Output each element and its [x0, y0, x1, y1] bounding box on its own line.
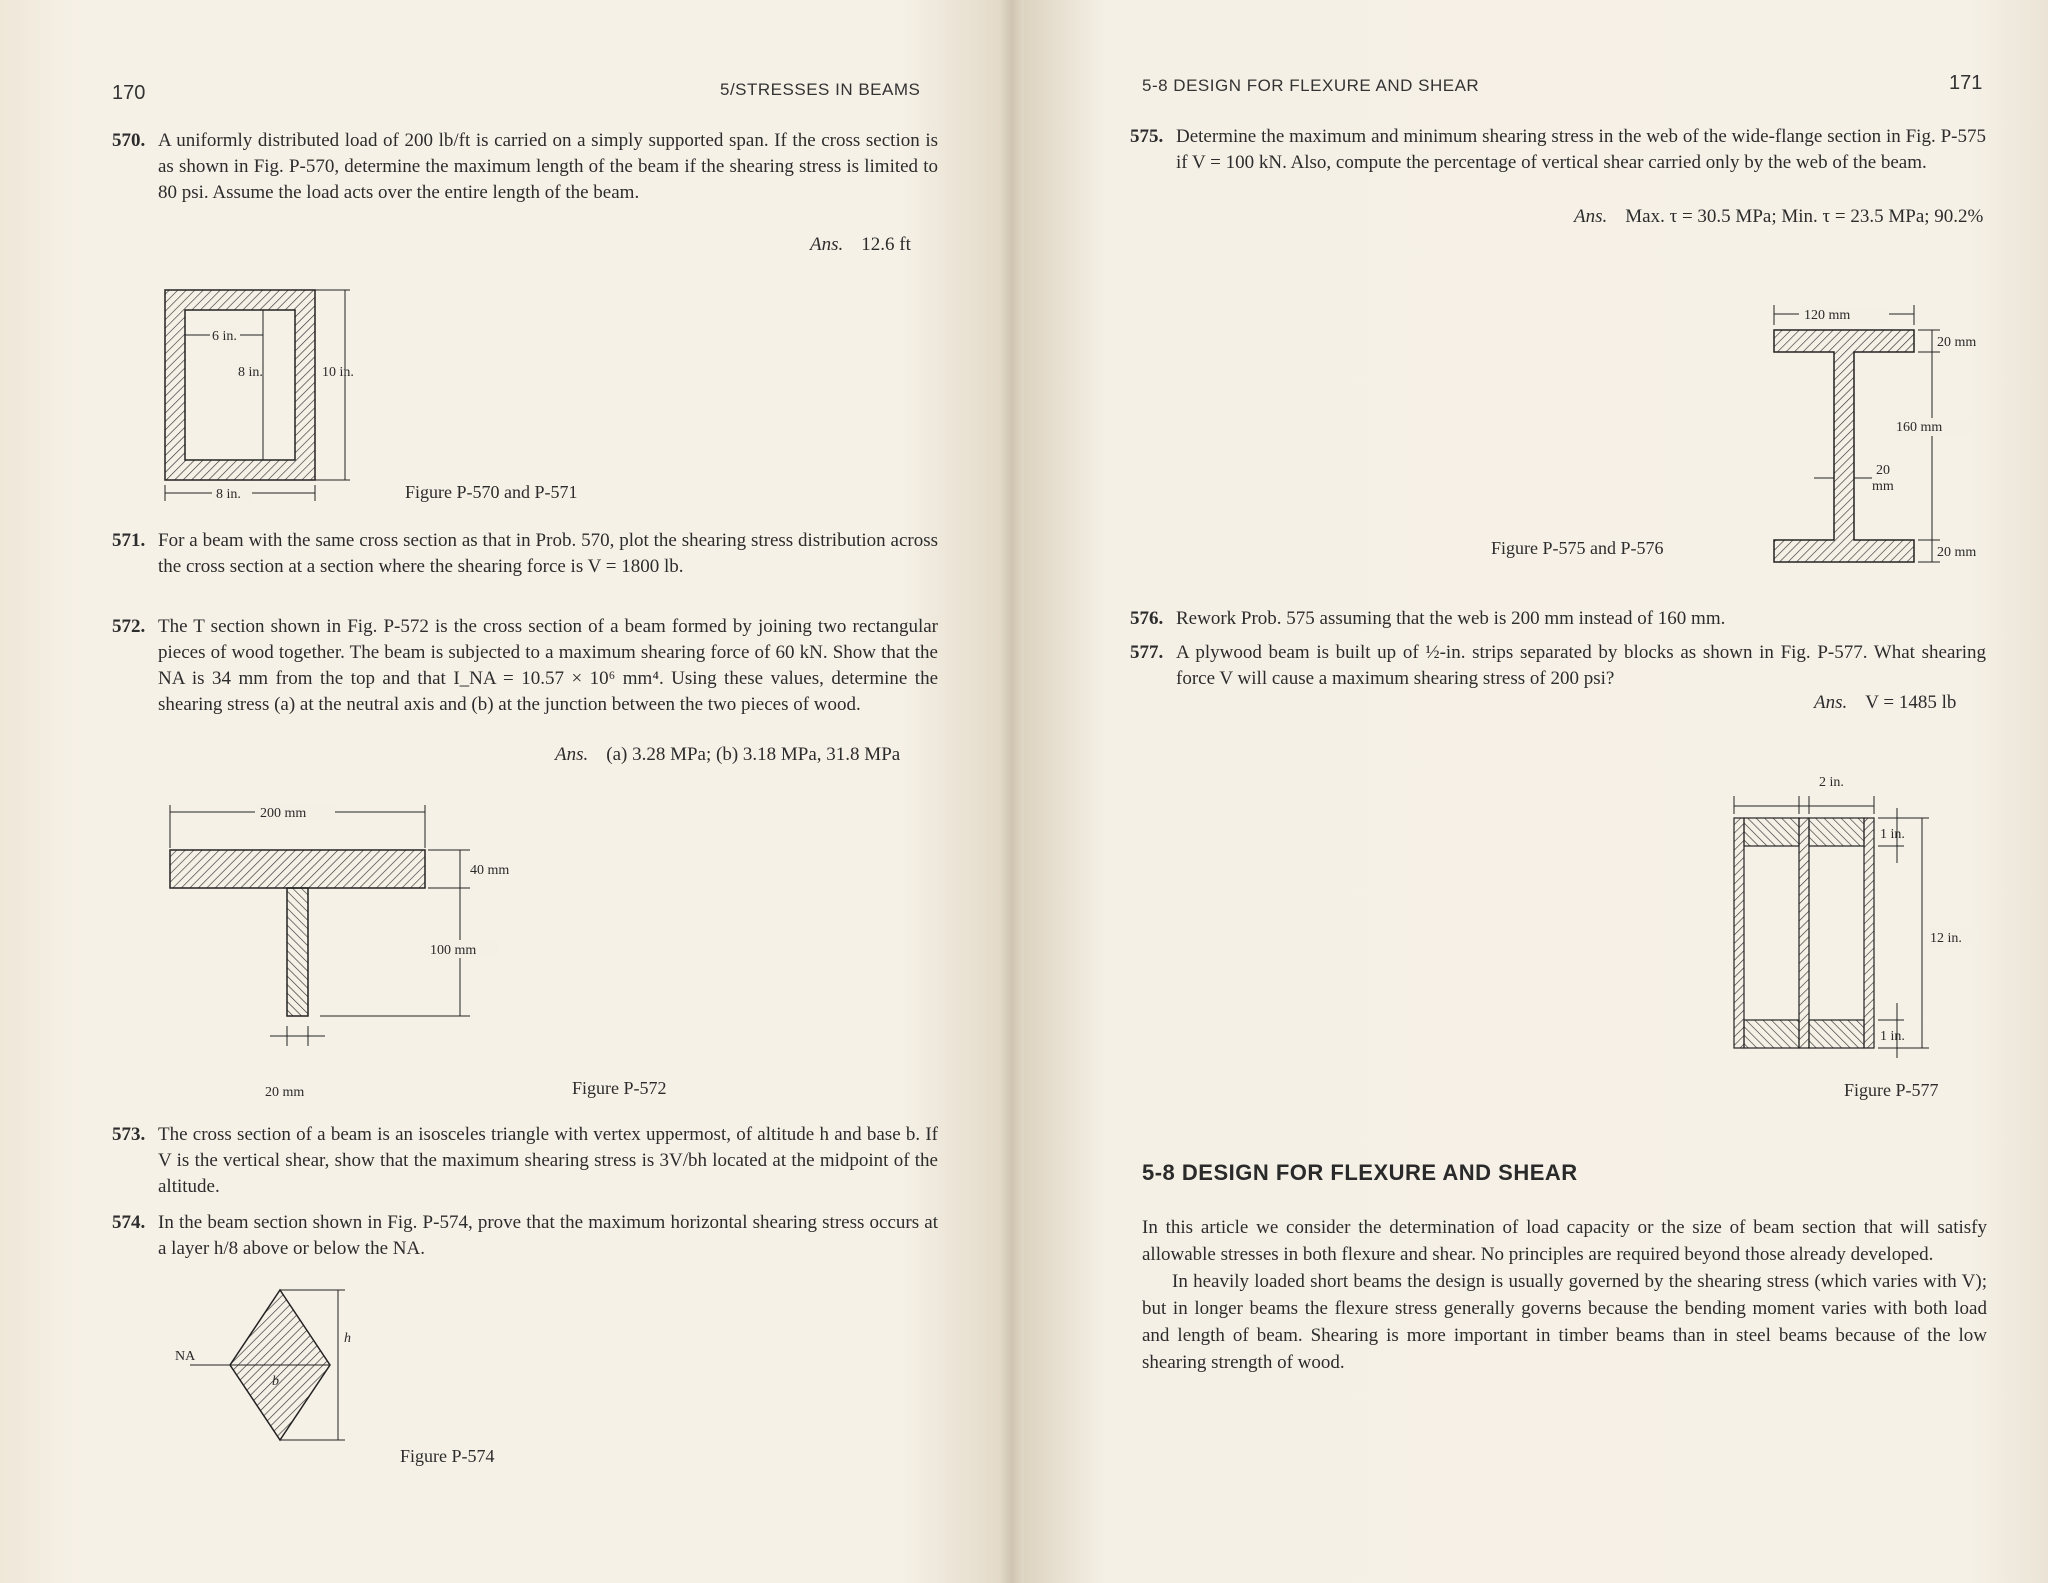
dim-inner-height: 8 in.	[238, 365, 263, 380]
problem-575	[1130, 124, 1986, 176]
dim-web-height: 100 mm	[430, 943, 477, 958]
problem-number: 575.	[1130, 126, 1164, 147]
answer-label: Ans.	[555, 744, 589, 765]
figure-caption-574: Figure P-574	[400, 1446, 495, 1466]
page-number: 170	[112, 82, 146, 104]
figure-caption-570: Figure P-570 and P-571	[405, 482, 578, 502]
problem-number: 572.	[112, 616, 146, 637]
dim-flange-width: 200 mm	[260, 806, 307, 821]
running-head: 5/STRESSES IN BEAMS	[720, 80, 921, 99]
problem-number: 577.	[1130, 642, 1164, 663]
figure-caption-575: Figure P-575 and P-576	[1491, 538, 1664, 558]
answer-label: Ans.	[1814, 692, 1848, 713]
answer-577	[1814, 692, 1956, 714]
problem-text: For a beam with the same cross section as that in Prob. 570, plot the shearing stress distribution across the cross section at a section where the shearing force is V = 1800 lb.	[158, 530, 938, 577]
problem-577	[1130, 640, 1986, 692]
figure-caption-572: Figure P-572	[572, 1078, 667, 1098]
right-page	[1024, 0, 2048, 1583]
dim-web-width-unit: mm	[1872, 479, 1894, 494]
dim-bottom-flange: 20 mm	[1937, 545, 1977, 560]
problem-text: The cross section of a beam is an isosceles triangle with vertex uppermost, of altitude h and base b. If V is the vertical shear, show that the maximum shearing stress is 3V/bh located at the midpoint of the altitude.	[158, 1124, 938, 1197]
section-heading: 5-8 DESIGN FOR FLEXURE AND SHEAR	[1142, 1160, 1578, 1185]
answer-570	[810, 234, 911, 256]
dim-outer-height: 10 in.	[322, 365, 354, 380]
answer-value: V = 1485 lb	[1865, 692, 1957, 713]
dim-inner-width: 6 in.	[212, 329, 237, 344]
problem-number: 576.	[1130, 608, 1164, 629]
dim-web-height: 160 mm	[1896, 420, 1943, 435]
dim-top-flange: 20 mm	[1937, 335, 1977, 350]
problem-573	[112, 1122, 938, 1200]
problem-text: Rework Prob. 575 assuming that the web is 200 mm instead of 160 mm.	[1176, 608, 1726, 629]
dim-height: 12 in.	[1930, 931, 1962, 946]
problem-text: In the beam section shown in Fig. P-574, prove that the maximum horizontal shearing stress occurs at a layer h/8 above or below the NA.	[158, 1212, 938, 1259]
label-h: h	[344, 1331, 351, 1346]
left-page	[0, 0, 1000, 1583]
problem-number: 573.	[112, 1124, 146, 1145]
problem-number: 571.	[112, 530, 146, 551]
answer-value: Max. τ = 30.5 MPa; Min. τ = 23.5 MPa; 90.2%	[1625, 206, 1984, 227]
problem-570	[112, 128, 938, 206]
answer-value: (a) 3.28 MPa; (b) 3.18 MPa, 31.8 MPa	[606, 744, 901, 765]
paragraph-2: In heavily loaded short beams the design is usually governed by the shearing stress (which varies with V); but in longer beams the flexure stress generally governs because the bending moment varies with both load and length of beam. Shearing is more important in timber beams than in steel beams because of the low shearing strength of wood.	[1142, 1271, 1987, 1373]
answer-575	[1574, 206, 1983, 228]
label-b: b	[272, 1374, 279, 1389]
problem-number: 570.	[112, 130, 146, 151]
figure-p572-diagram	[160, 790, 520, 1110]
problem-576	[1130, 606, 1986, 632]
problem-574	[112, 1210, 938, 1262]
problem-571	[112, 528, 938, 580]
answer-572	[555, 744, 900, 766]
answer-label: Ans.	[810, 234, 844, 255]
figure-p574-diagram	[170, 1280, 410, 1470]
dim-bottom-block: 1 in.	[1880, 1029, 1905, 1044]
section-body	[1142, 1214, 1987, 1376]
problem-text: A plywood beam is built up of ½-in. strips separated by blocks as shown in Fig. P-577. What shearing force V will cause a maximum shearing stress of 200 psi?	[1176, 642, 1986, 689]
figure-caption-577: Figure P-577	[1844, 1080, 1939, 1100]
problem-text: Determine the maximum and minimum shearing stress in the web of the wide-flange section in Fig. P-575 if V = 100 kN. Also, compute the percentage of vertical shear carried only by the web of the beam.	[1176, 126, 1986, 173]
dim-top-block: 1 in.	[1880, 827, 1905, 842]
running-head: 5-8 DESIGN FOR FLEXURE AND SHEAR	[1142, 76, 1480, 95]
answer-value: 12.6 ft	[861, 234, 911, 255]
problem-text: A uniformly distributed load of 200 lb/ft is carried on a simply supported span. If the cross section is as shown in Fig. P-570, determine the maximum length of the beam if the shearing stress is limited to 80 psi. Assume the load acts over the entire length of the beam.	[158, 130, 938, 203]
figure-p575-diagram	[1744, 300, 2004, 570]
label-neutral-axis: NA	[175, 1349, 196, 1364]
figure-p577-diagram	[1714, 768, 2004, 1058]
figure-p570-diagram	[150, 275, 390, 515]
book-gutter	[1000, 0, 1024, 1583]
dim-flange-thickness: 40 mm	[470, 863, 510, 878]
paragraph-1: In this article we consider the determination of load capacity or the size of beam section that will satisfy allowable stresses in both flexure and shear. No principles are required beyond those already developed.	[1142, 1217, 1987, 1265]
dim-web-width: 20 mm	[265, 1085, 305, 1100]
problem-572	[112, 614, 938, 718]
dim-outer-width: 8 in.	[216, 487, 241, 502]
dim-gap: 2 in.	[1819, 775, 1844, 790]
problem-text: The T section shown in Fig. P-572 is the cross section of a beam formed by joining two rectangular pieces of wood together. The beam is subjected to a maximum shearing force of 60 kN. Show that the NA is 34 mm from the top and that I_NA = 10.57 × 10⁶ mm⁴. Using these values, determine the shearing stress (a) at the neutral axis and (b) at the junction between the two pieces of wood.	[158, 616, 938, 715]
page-number: 171	[1949, 72, 1983, 94]
dim-web-width: 20	[1876, 463, 1890, 478]
problem-number: 574.	[112, 1212, 146, 1233]
dim-flange-width: 120 mm	[1804, 308, 1851, 323]
answer-label: Ans.	[1574, 206, 1608, 227]
